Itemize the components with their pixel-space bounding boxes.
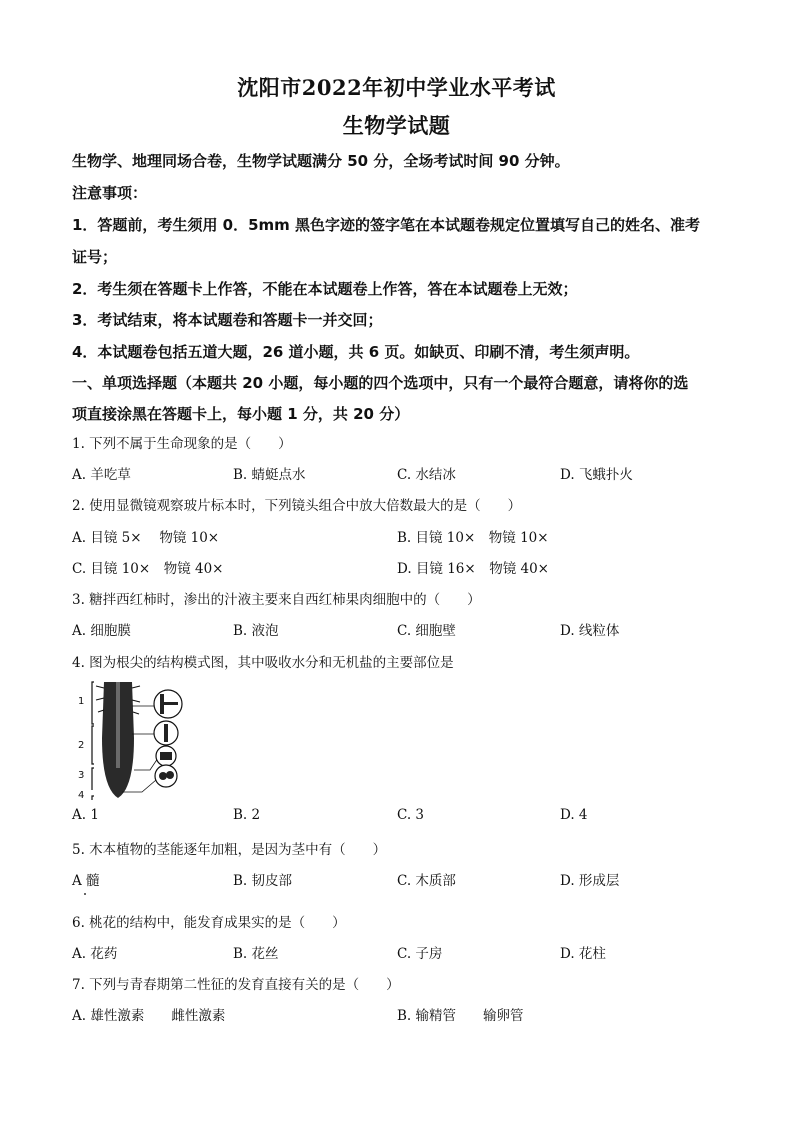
figure-label-4: 4	[78, 790, 85, 800]
q3-option-b: B. 液泡	[233, 623, 279, 639]
question-3-stem: 3. 糖拌西红柿时，渗出的汁液主要来自西红柿果肉细胞中的（ ）	[72, 592, 481, 608]
q1-option-d: D. 飞蛾扑火	[560, 467, 633, 483]
question-1-stem: 1. 下列不属于生命现象的是（ ）	[72, 436, 292, 452]
q6-option-d: D. 花柱	[560, 946, 606, 962]
q4-option-b: B. 2	[233, 807, 261, 823]
q3-option-d: D. 线粒体	[560, 623, 620, 639]
section-heading-line1: 一、单项选择题（本题共 20 小题，每小题的四个选项中，只有一个最符合题意，请将你的选	[72, 374, 689, 392]
figure-label-2: 2	[78, 740, 85, 751]
q5-option-b: B. 韧皮部	[233, 873, 293, 889]
q1-option-c: C. 水结冰	[397, 467, 456, 483]
notice-item-1-cont: 证号；	[72, 248, 118, 266]
q4-option-a: A. 1	[72, 807, 99, 823]
root-tip-figure	[72, 678, 202, 800]
q5-option-d: D. 形成层	[560, 873, 620, 889]
q7-option-b: B. 输精管 输卵管	[397, 1008, 524, 1024]
root-tip-diagram-icon	[72, 678, 202, 800]
exam-title: 沈阳市2022年初中学业水平考试	[237, 75, 556, 100]
question-2-stem: 2. 使用显微镜观察玻片标本时，下列镜头组合中放大倍数最大的是（ ）	[72, 498, 522, 514]
exam-subtitle: 生物学试题	[342, 113, 451, 138]
q3-option-a: A. 细胞膜	[72, 623, 131, 639]
q2-option-c: C. 目镜 10× 物镜 40×	[72, 561, 224, 577]
notice-item-4: 4．本试题卷包括五道大题，26 道小题，共 6 页。如缺页、印刷不清，考生须声明。	[72, 343, 640, 361]
notices-heading: 注意事项：	[72, 184, 148, 202]
exam-intro: 生物学、地理同场合卷，生物学试题满分 50 分，全场考试时间 90 分钟。	[72, 152, 570, 170]
q7-option-a: A. 雄性激素 雌性激素	[72, 1008, 226, 1024]
q1-option-a: A. 羊吃草	[72, 467, 131, 483]
q2-option-b: B. 目镜 10× 物镜 10×	[397, 530, 549, 546]
q2-option-a: A. 目镜 5× 物镜 10×	[72, 530, 220, 546]
q6-option-c: C. 子房	[397, 946, 443, 962]
q4-option-c: C. 3	[397, 807, 425, 823]
question-5-stem: 5. 木本植物的茎能逐年加粗，是因为茎中有（ ）	[72, 842, 387, 858]
q3-option-c: C. 细胞壁	[397, 623, 456, 639]
figure-label-3: 3	[78, 770, 85, 781]
q4-option-d: D. 4	[560, 807, 588, 823]
q5-option-a: A 髓	[72, 873, 100, 889]
section-heading-line2: 项直接涂黑在答题卡上，每小题 1 分，共 20 分）	[72, 405, 410, 423]
q1-option-b: B. 蜻蜓点水	[233, 467, 306, 483]
question-7-stem: 7. 下列与青春期第二性征的发育直接有关的是（ ）	[72, 977, 400, 993]
q5-option-c: C. 木质部	[397, 873, 456, 889]
figure-label-1: 1	[78, 696, 85, 707]
notice-item-3: 3．考试结束，将本试题卷和答题卡一并交回；	[72, 311, 383, 329]
notice-item-1: 1．答题前，考生须用 0．5mm 黑色字迹的签字笔在本试题卷规定位置填写自己的姓名、准考	[72, 216, 701, 234]
stray-mark	[84, 893, 86, 895]
q6-option-b: B. 花丝	[233, 946, 279, 962]
question-4-stem: 4. 图为根尖的结构模式图，其中吸收水分和无机盐的主要部位是	[72, 655, 454, 671]
notice-item-2: 2．考生须在答题卡上作答，不能在本试题卷上作答，答在本试题卷上无效；	[72, 280, 578, 298]
q6-option-a: A. 花药	[72, 946, 118, 962]
q2-option-d: D. 目镜 16× 物镜 40×	[397, 561, 549, 577]
question-6-stem: 6. 桃花的结构中，能发育成果实的是（ ）	[72, 915, 346, 931]
